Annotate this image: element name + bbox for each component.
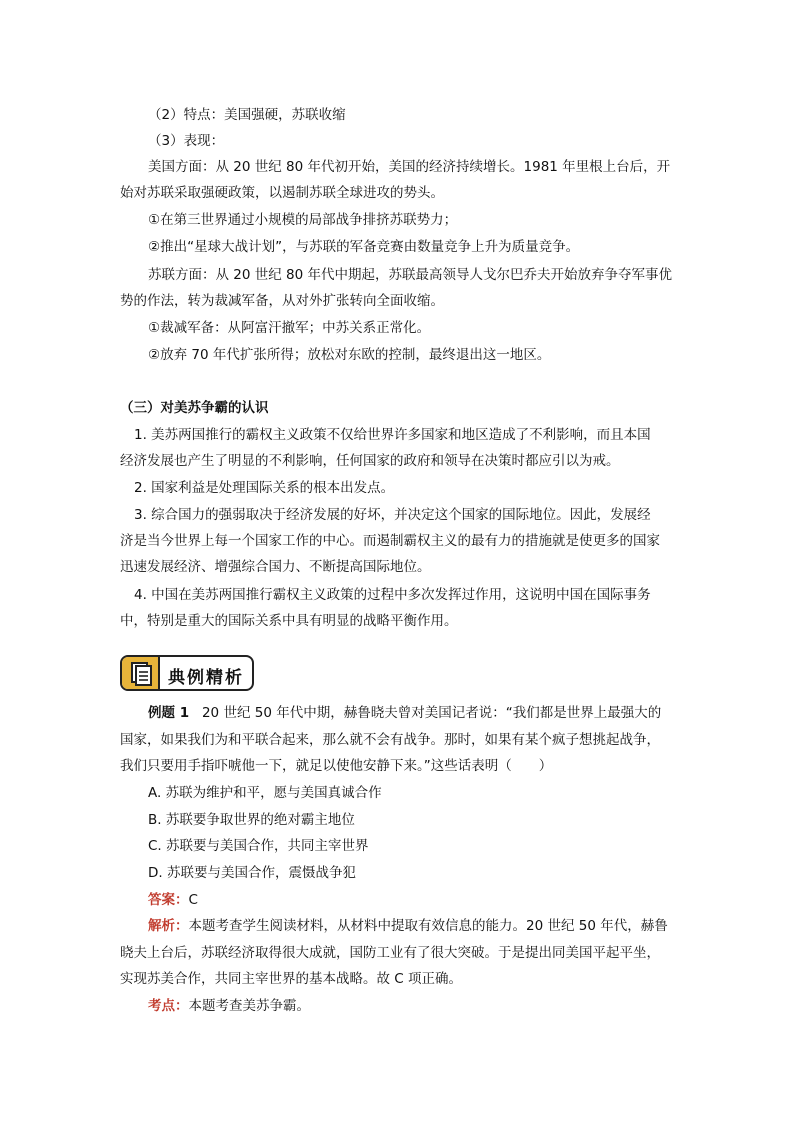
su-paragraph-line2: 势的作法，转为裁减军备，从对外扩张转向全面收缩。: [120, 293, 444, 309]
point-line: [148, 997, 310, 1015]
answer-line: [148, 891, 198, 909]
us-paragraph-line1: 美国方面：从 20 世纪 80 年代初开始，美国的经济持续增长。1981 年里根上台后，开: [148, 159, 671, 175]
option-d: D. 苏联要与美国合作，震慑战争犯: [148, 865, 356, 881]
performance-line: （3）表现：: [148, 133, 225, 149]
example-banner: [120, 655, 254, 691]
example-question-line2: 国家，如果我们为和平联合起来，那么就不会有战争。那时，如果有某个疯子想挑起战争，: [120, 732, 660, 748]
point-1-line1: 1. 美苏两国推行的霸权主义政策不仅给世界许多国家和地区造成了不利影响，而且本国: [134, 427, 651, 443]
feature-line: （2）特点：美国强硬，苏联收缩: [148, 107, 346, 123]
su-item-2: ②放弃 70 年代扩张所得；放松对东欧的控制，最终退出这一地区。: [148, 347, 551, 363]
example-question-line1: [148, 704, 661, 722]
point-2: 2. 国家利益是处理国际关系的根本出发点。: [134, 480, 395, 496]
us-paragraph-line2: 始对苏联采取强硬政策，以遏制苏联全球进攻的势头。: [120, 185, 444, 201]
point-4-line1: 4. 中国在美苏两国推行霸权主义政策的过程中多次发挥过作用，这说明中国在国际事务: [134, 587, 651, 603]
section-heading: （三）对美苏争霸的认识: [120, 400, 269, 416]
question-text-1: 20 世纪 50 年代中期，赫鲁晓夫曾对美国记者说：“我们都是世界上最强大的: [201, 705, 662, 721]
banner-title: 典例精析: [168, 668, 244, 688]
answer-label: 答案：: [148, 892, 189, 908]
answer-value: C: [188, 892, 198, 908]
analysis-line1: [148, 917, 668, 935]
analysis-line2: 晓夫上台后，苏联经济取得很大成就，国防工业有了很大突破。于是提出同美国平起平坐，: [120, 945, 660, 961]
su-paragraph-line1: 苏联方面：从 20 世纪 80 年代中期起，苏联最高领导人戈尔巴乔夫开始放弃争夺军事优: [148, 267, 673, 283]
option-a: A. 苏联为维护和平，愿与美国真诚合作: [148, 785, 382, 801]
example-label: 例题 1: [148, 705, 190, 721]
point-4-line2: 中，特别是重大的国际关系中具有明显的战略平衡作用。: [120, 613, 458, 629]
point-value: 本题考查美苏争霸。: [188, 998, 310, 1014]
option-c: C. 苏联要与美国合作，共同主宰世界: [148, 838, 369, 854]
us-item-1: ①在第三世界通过小规模的局部战争排挤苏联势力；: [148, 212, 458, 228]
analysis-line3: 实现苏美合作，共同主宰世界的基本战略。故 C 项正确。: [120, 971, 463, 987]
point-3-line1: 3. 综合国力的强弱取决于经济发展的好坏，并决定这个国家的国际地位。因此，发展经: [134, 507, 651, 523]
point-label: 考点：: [148, 998, 189, 1014]
su-item-1: ①裁减军备：从阿富汗撤军；中苏关系正常化。: [148, 320, 431, 336]
point-3-line2: 济是当今世界上每一个国家工作的中心。而遏制霸权主义的最有力的措施就是使更多的国家: [120, 533, 660, 549]
example-question-line3: 我们只要用手指吓唬他一下，就足以使他安静下来。”这些话表明（ ）: [120, 758, 553, 774]
document-icon: [122, 657, 160, 689]
point-3-line3: 迅速发展经济、增强综合国力、不断提高国际地位。: [120, 559, 431, 575]
analysis-text-1: 本题考查学生阅读材料，从材料中提取有效信息的能力。20 世纪 50 年代，赫鲁: [188, 918, 668, 934]
us-item-2: ②推出“星球大战计划”，与苏联的军备竞赛由数量竞争上升为质量竞争。: [148, 239, 580, 255]
analysis-label: 解析：: [148, 918, 189, 934]
option-b: B. 苏联要争取世界的绝对霸主地位: [148, 812, 355, 828]
point-1-line2: 经济发展也产生了明显的不利影响，任何国家的政府和领导在决策时都应引以为戒。: [120, 453, 620, 469]
